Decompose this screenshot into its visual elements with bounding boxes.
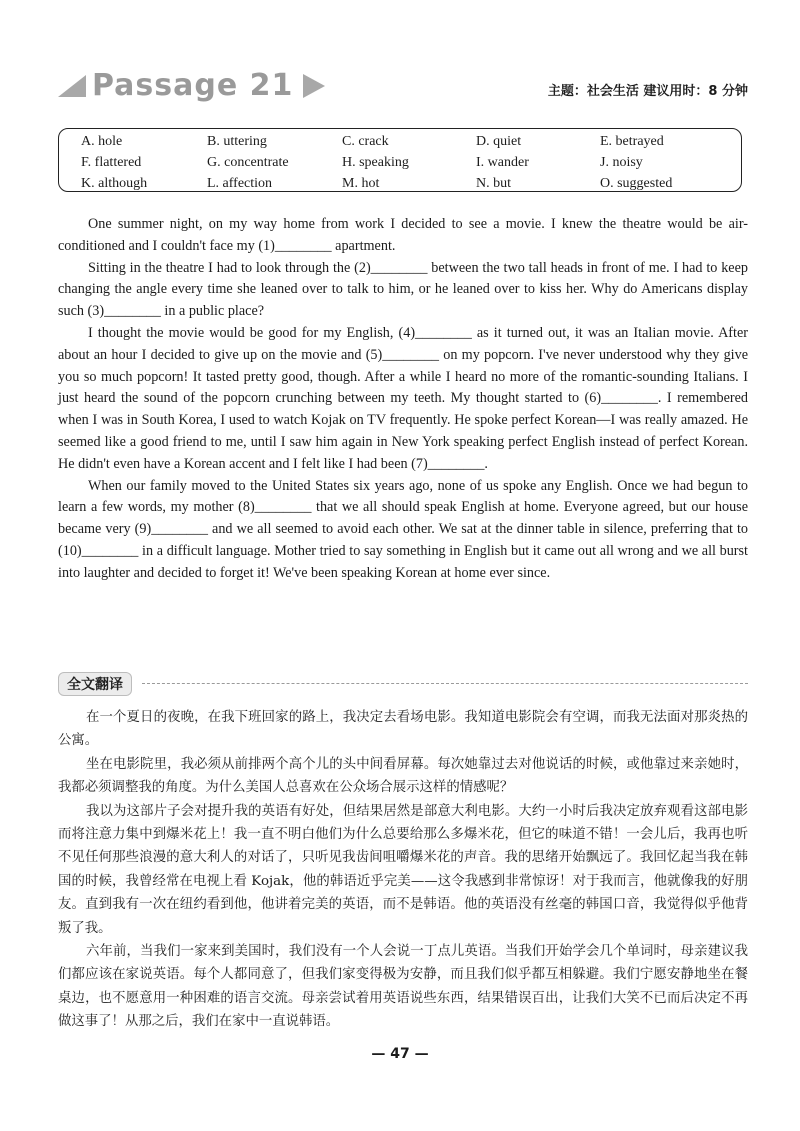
translation-paragraph: 坐在电影院里，我必须从前排两个高个儿的头中间看屏幕。每次她靠过去对他说话的时候，或他靠过来亲她时，我都必须调整我的角度。为什么美国人总喜欢在公众场合展示这样的情感呢？ (58, 756, 748, 796)
topic-and-time: 主题：社会生活 建议用时：8 分钟 (547, 84, 748, 99)
word-option: F. flattered (81, 154, 142, 170)
passage-header (58, 68, 748, 108)
word-option: I. wander (476, 154, 529, 170)
translation-paragraph: 我以为这部片子会对提升我的英语有好处，但结果居然是部意大利电影。大约一小时后我决定放弃观看这部电影而将注意力集中到爆米花上！我一直不明白他们为什么总要给那么多爆米花，但它的味道不错！一会儿后，我再也听不见任何那些浪漫的意大利人的对话了，只听见我齿间咀嚼爆米花的声音。我的思绪开始飘远了。我回忆起当我在韩国的时候，我曾经常在电视上看 Kojak，他的韩语近乎完美——这令我感到非常惊讶！对于我而言，他就像我的好朋友。直到我有一次在纽约看到他，他讲着完美的英语，而不是韩语。他的英语没有丝毫的韩国口音，我觉得似乎他背叛了我。 (58, 803, 748, 936)
page-number: — 47 — (371, 1046, 429, 1062)
word-option: G. concentrate (207, 154, 289, 170)
translation-label: 全文翻译 (58, 672, 132, 696)
passage-title (58, 68, 325, 103)
word-option: K. although (81, 175, 148, 191)
word-option: L. affection (207, 175, 273, 191)
word-option: H. speaking (342, 154, 409, 170)
translation-paragraph: 在一个夏日的夜晚，在我下班回家的路上，我决定去看场电影。我知道电影院会有空调，而我无法面对那炎热的公寓。 (58, 710, 748, 749)
word-option: N. but (476, 175, 511, 191)
word-option: C. crack (342, 133, 389, 149)
word-bank-row (81, 131, 741, 152)
english-passage (58, 214, 748, 585)
passage-paragraph: When our family moved to the United States six years ago, none of us spoke any English. Once we had begun to learn a few words, my mother (8)________ that we all should speak English at home. Everyone agreed, but our house became very (9)________ and we all seemed to avoid each other. We sat at the dinner table in silence, preferring that to (10)________ in a difficult language. Mother tried to say something in English but it came out all wrong and we all burst into laughter and decided to forget it! We've been speaking Korean at home ever since. (58, 477, 748, 581)
word-bank (58, 128, 742, 192)
word-option: A. hole (81, 133, 123, 149)
word-option: M. hot (342, 175, 380, 191)
translation-paragraph: 六年前，当我们一家来到美国时，我们没有一个人会说一丁点儿英语。当我们开始学会几个单词时，母亲建议我们都应该在家说英语。每个人都同意了，但我们家变得极为安静，而且我们似乎都互相躲避。我们宁愿安静地坐在餐桌边，也不愿意用一种困难的语言交流。母亲尝试着用英语说些东西，结果错误百出，让我们大笑不已而后决定不再做这事了！从那之后，我们在家中一直说韩语。 (58, 944, 748, 1030)
word-option: E. betrayed (600, 133, 664, 149)
passage-paragraph: I thought the movie would be good for my English, (4)________ as it turned out, it was an Italian movie. After about an hour I decided to give up on the movie and (5)________ on my popcorn. I've never understood why they give you so much popcorn! It tasted pretty good, though. After a while I heard no more of the romantic-sounding Italians. I just heard the sound of the popcorn crunching between my teeth. My thought started to (6)________. I remembered when I was in South Korea, I used to watch Kojak on TV frequently. He spoke perfect Korean—I was really amazed. He seemed like a good friend to me, until I saw him again in New York speaking perfect English instead of perfect Korean. He didn't even have a Korean accent and I felt like I had been (7)________. (58, 324, 748, 472)
translation-header (58, 670, 748, 698)
word-option: J. noisy (600, 154, 643, 170)
dashed-divider (142, 683, 748, 684)
passage-title-text: Passage 21 (92, 68, 294, 103)
word-option: B. uttering (207, 133, 267, 149)
word-option: O. suggested (600, 175, 673, 191)
passage-paragraph: Sitting in the theatre I had to look through the (2)________ between the two tall heads in front of me. I had to keep changing the angle every time she leaned over to talk to him, or he leaned over to kiss her. Why do Americans display such (3)________ in a public place? (58, 259, 748, 320)
word-bank-row (81, 173, 741, 194)
triangle-right-icon (303, 74, 325, 98)
word-bank-row (81, 152, 741, 173)
passage-paragraph: One summer night, on my way home from work I decided to see a movie. I knew the theatre would be air-conditioned and I couldn't face my (1)________ apartment. (58, 216, 748, 254)
chinese-translation (58, 706, 748, 1034)
word-option: D. quiet (476, 133, 522, 149)
triangle-left-icon (58, 75, 86, 97)
